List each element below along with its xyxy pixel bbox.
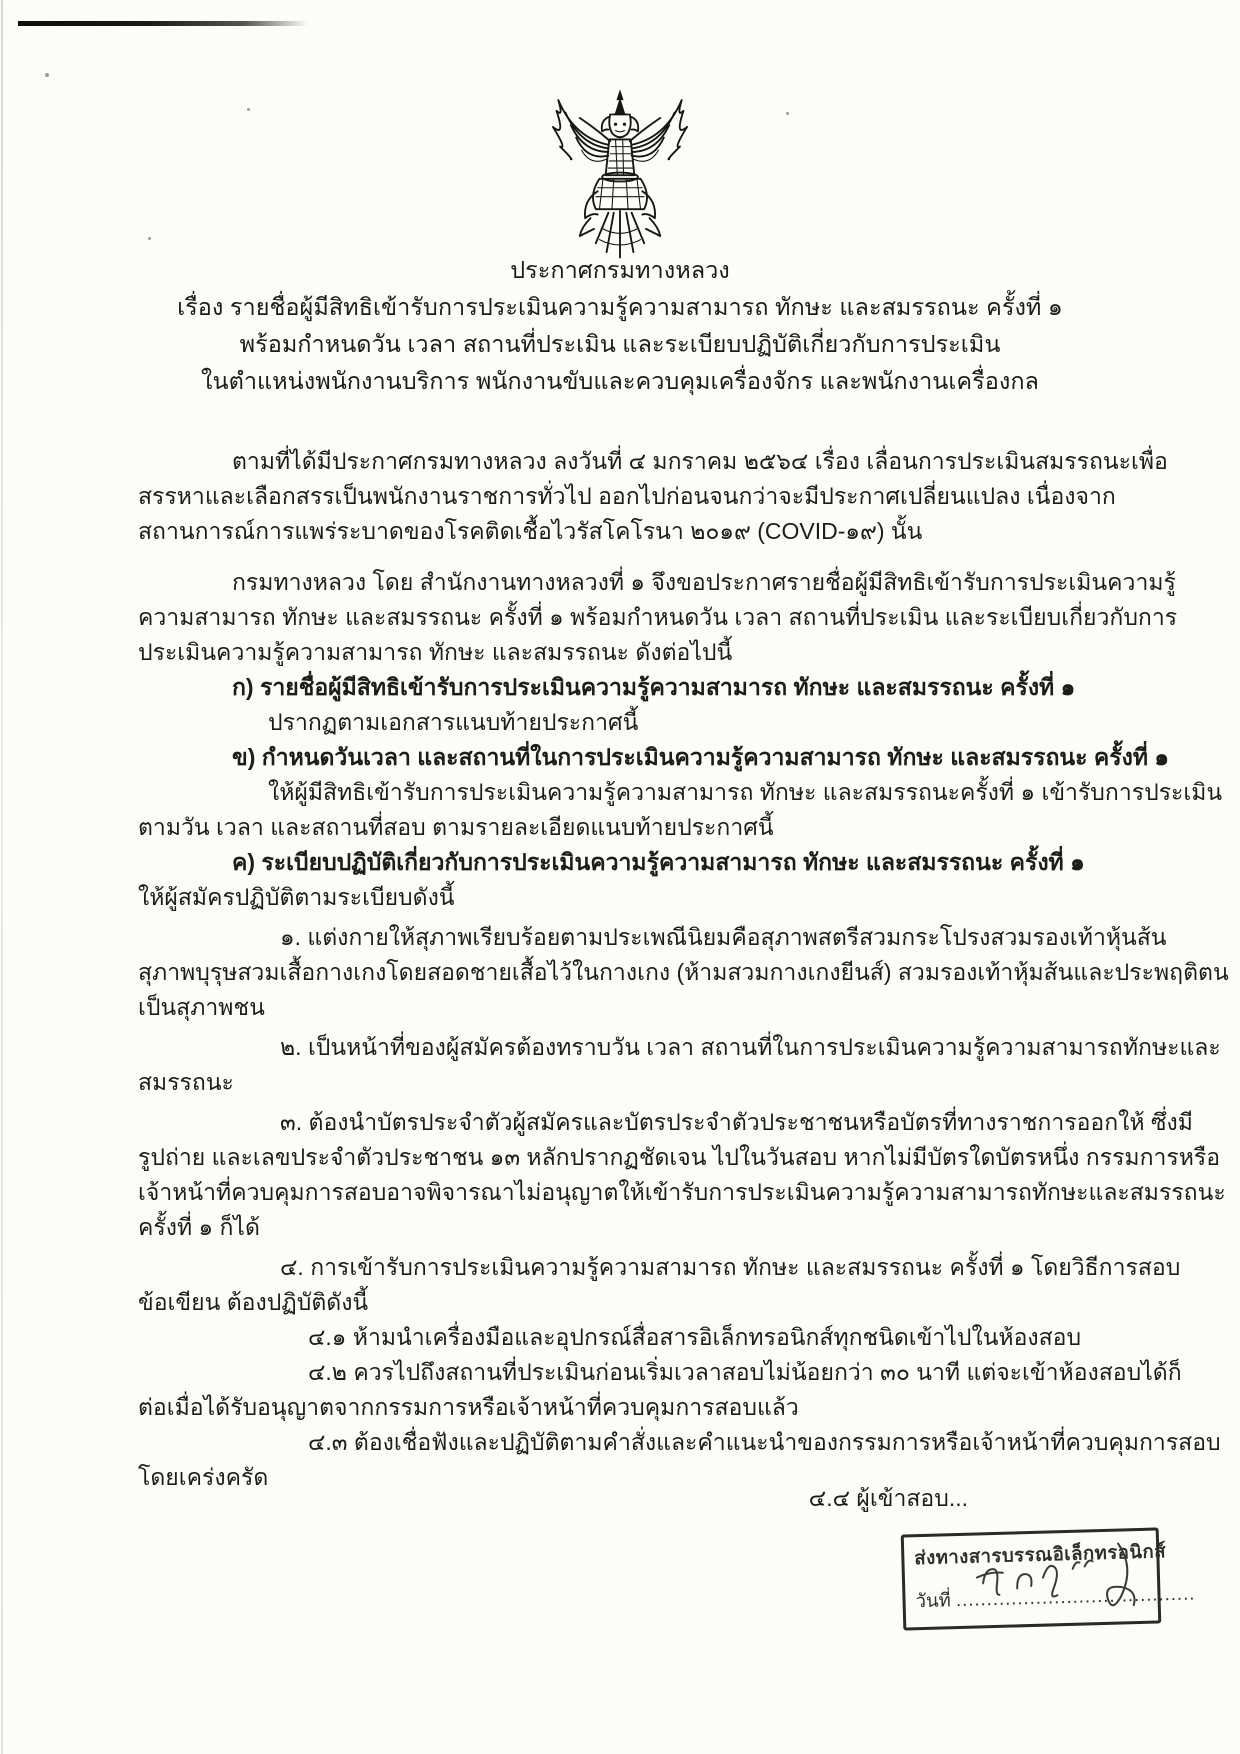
title-block <box>70 252 1170 400</box>
rule-3-line-4: ครั้งที่ ๑ ก็ได้ <box>138 1214 260 1240</box>
paragraph-2-line-2: ความสามารถ ทักษะ และสมรรถนะ ครั้งที่ ๑ พร้อมกำหนดวัน เวลา สถานที่ประเมิน และระเบียบเกี่ยวกับการ <box>138 604 1178 630</box>
rule-3-line-1: ๓. ต้องนำบัตรประจำตัวผู้สมัครและบัตรประจำตัวประชาชนหรือบัตรที่ทางราชการออกให้ ซึ่งมี <box>280 1109 1193 1135</box>
rule-4-line-1: ๔. การเข้ารับการประเมินความรู้ความสามารถ ทักษะ และสมรรถนะ ครั้งที่ ๑ โดยวิธีการสอบ <box>280 1254 1181 1280</box>
scan-speck <box>45 73 49 77</box>
section-b-text-1: ให้ผู้มีสิทธิเข้ารับการประเมินความรู้ความสามารถ ทักษะ และสมรรถนะครั้งที่ ๑ เข้ารับการประเมิน <box>268 779 1223 805</box>
section-b-text-2: ตามวัน เวลา และสถานที่สอบ ตามรายละเอียดแนบท้ายประกาศนี้ <box>138 814 774 840</box>
paragraph-1-line-3: สถานการณ์การแพร่ระบาดของโรคติดเชื้อไวรัสโคโรนา ๒๐๑๙ (COVID-๑๙) นั้น <box>138 518 923 544</box>
subject-line-2: พร้อมกำหนดวัน เวลา สถานที่ประเมิน และระเบียบปฏิบัติเกี่ยวกับการประเมิน <box>239 331 1001 357</box>
announcement-title: ประกาศกรมทางหลวง <box>510 257 730 283</box>
stamp-text: ส่งทางสารบรรณอิเล็กทรอนิกส์ <box>914 1540 1167 1569</box>
subject-line-3: ในตำแหน่งพนักงานบริการ พนักงานขับและควบคุมเครื่องจักร และพนักงานเครื่องกล <box>201 368 1039 394</box>
rule-3-line-2: รูปถ่าย และเลขประจำตัวประชาชน ๑๓ หลักปรากฏชัดเจน ไปในวันสอบ หากไม่มีบัตรใดบัตรหนึ่ง กรรมการหรือ <box>138 1144 1221 1170</box>
rule-4-2-line-1: ๔.๒ ควรไปถึงสถานที่ประเมินก่อนเริ่มเวลาสอบไม่น้อยกว่า ๓๐ นาที แต่จะเข้าห้องสอบได้ก็ <box>308 1359 1182 1385</box>
stamp-date-label: วันที่ <box>915 1589 952 1612</box>
stamp-date-dots: ....................................... <box>955 1582 1196 1611</box>
rule-3-line-3: เจ้าหน้าที่ควบคุมการสอบอาจพิจารณาไม่อนุญาตให้เข้ารับการประเมินความรู้ความสามารถทักษะและสมรรถนะ <box>138 1179 1226 1205</box>
section-c-text: ให้ผู้สมัครปฏิบัติตามระเบียบดังนี้ <box>138 884 455 910</box>
rule-4-line-2: ข้อเขียน ต้องปฏิบัติดังนี้ <box>138 1289 369 1315</box>
electronic-correspondence-stamp <box>901 1527 1196 1630</box>
rule-4-3-line-2: โดยเคร่งครัด <box>138 1464 269 1490</box>
document-body <box>138 444 1229 1495</box>
rule-1-line-2: สุภาพบุรุษสวมเสื้อกางเกงโดยสอดชายเสื้อไว้ในกางเกง (ห้ามสวมกางเกงยีนส์) สวมรองเท้าหุ้มส้นและประพฤติตน <box>138 959 1229 985</box>
rule-2-line-1: ๒. เป็นหน้าที่ของผู้สมัครต้องทราบวัน เวลา สถานที่ในการประเมินความรู้ความสามารถทักษะและ <box>280 1034 1221 1060</box>
rule-2-line-2: สมรรถนะ <box>138 1069 234 1095</box>
scan-artifact-streak <box>18 21 308 26</box>
garuda-emblem-image <box>544 86 696 268</box>
rule-1-line-3: เป็นสุภาพชน <box>138 994 265 1020</box>
stamp-date-line <box>915 1581 1196 1617</box>
subject-line: เรื่อง รายชื่อผู้มีสิทธิเข้ารับการประเมินความรู้ความสามารถ ทักษะ และสมรรถนะ ครั้งที่ ๑ <box>177 294 1063 320</box>
rule-4-1: ๔.๑ ห้ามนำเครื่องมือและอุปกรณ์สื่อสารอิเล็กทรอนิกส์ทุกชนิดเข้าไปในห้องสอบ <box>308 1324 1082 1350</box>
section-b-heading: ข) กำหนดวันเวลา และสถานที่ในการประเมินความรู้ความสามารถ ทักษะ และสมรรถนะ ครั้งที่ ๑ <box>232 744 1169 770</box>
rule-4-2-line-2: ต่อเมื่อได้รับอนุญาตจากกรรมการหรือเจ้าหน้าที่ควบคุมการสอบแล้ว <box>138 1394 799 1420</box>
paragraph-2-line-1: กรมทางหลวง โดย สำนักงานทางหลวงที่ ๑ จึงขอประกาศรายชื่อผู้มีสิทธิเข้ารับการประเมินความรู้ <box>232 569 1176 595</box>
section-a-text: ปรากฏตามเอกสารแนบท้ายประกาศนี้ <box>268 709 639 735</box>
continuation-marker: ๔.๔ ผู้เข้าสอบ... <box>808 1485 968 1511</box>
paragraph-1-line-2: สรรหาและเลือกสรรเป็นพนักงานราชการทั่วไป ออกไปก่อนจนกว่าจะมีประกาศเปลี่ยนแปลง เนื่องจาก <box>138 483 1116 509</box>
paragraph-2-line-3: ประเมินความรู้ความสามารถ ทักษะ และสมรรถนะ ดังต่อไปนี้ <box>138 639 733 665</box>
section-c-heading: ค) ระเบียบปฏิบัติเกี่ยวกับการประเมินความรู้ความสามารถ ทักษะ และสมรรถนะ ครั้งที่ ๑ <box>232 849 1085 875</box>
paragraph-1-line-1: ตามที่ได้มีประกาศกรมทางหลวง ลงวันที่ ๔ มกราคม ๒๕๖๔ เรื่อง เลื่อนการประเมินสมรรถนะเพื่อ <box>232 448 1168 474</box>
rule-1-line-1: ๑. แต่งกายให้สุภาพเรียบร้อยตามประเพณีนิยมคือสุภาพสตรีสวมกระโปรงสวมรองเท้าหุ้นส้น <box>280 924 1167 950</box>
garuda-emblem <box>0 86 1240 268</box>
section-a-heading: ก) รายชื่อผู้มีสิทธิเข้ารับการประเมินความรู้ความสามารถ ทักษะ และสมรรถนะ ครั้งที่ ๑ <box>232 674 1076 700</box>
rule-4-3-line-1: ๔.๓ ต้องเชื่อฟังและปฏิบัติตามคำสั่งและคำแนะนำของกรรมการหรือเจ้าหน้าที่ควบคุมการสอบ <box>308 1429 1221 1455</box>
